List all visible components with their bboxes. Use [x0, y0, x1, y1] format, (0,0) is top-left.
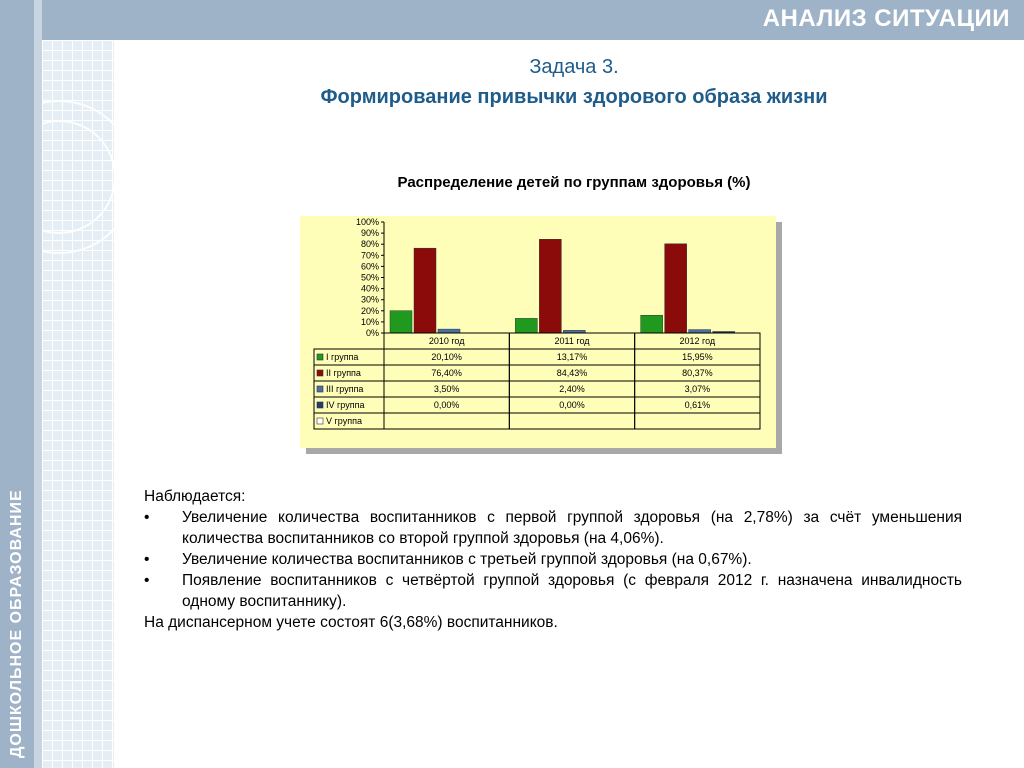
- legend-label: I группа: [326, 352, 359, 362]
- observations-list: [144, 507, 962, 612]
- y-tick-label: 90%: [360, 228, 379, 239]
- x-category-label: 2012 год: [679, 336, 716, 346]
- y-tick-label: 70%: [360, 250, 379, 261]
- y-tick-label: 0%: [365, 328, 379, 338]
- list-item: [144, 549, 962, 570]
- data-label: 76,40%: [431, 368, 462, 378]
- data-label: 3,07%: [684, 384, 711, 394]
- task-label: Задача 3.: [529, 56, 619, 78]
- data-label: 3,50%: [433, 384, 460, 394]
- y-tick-label: 40%: [360, 283, 379, 294]
- bar: [641, 315, 663, 333]
- chart-svg: [300, 216, 776, 448]
- bar: [689, 330, 711, 333]
- decorative-grid-panel: [42, 40, 114, 768]
- bar: [665, 244, 687, 333]
- left-band: [0, 0, 34, 768]
- chart-container: [300, 216, 776, 448]
- legend-swatch: [317, 402, 323, 408]
- data-label: 0,61%: [684, 400, 711, 410]
- y-tick-label: 80%: [360, 239, 379, 250]
- y-tick-label: 30%: [360, 294, 379, 305]
- data-label: 0,00%: [559, 400, 585, 410]
- legend-swatch: [317, 354, 323, 360]
- legend-label: V группа: [326, 416, 362, 426]
- legend-swatch: [317, 370, 323, 376]
- y-tick-label: 20%: [360, 305, 379, 316]
- y-tick-label: 50%: [360, 272, 379, 283]
- page-title: Формирование привычки здорового образа жизни: [320, 86, 828, 108]
- data-label: 15,95%: [682, 352, 713, 362]
- legend-swatch: [317, 386, 323, 392]
- bar: [438, 329, 460, 333]
- bar: [414, 248, 436, 333]
- data-label: 2,40%: [559, 384, 585, 394]
- list-item-text: Увеличение количества воспитанников с третьей группой здоровья (на 0,67%).: [182, 551, 752, 568]
- header-bar: [42, 0, 1024, 40]
- data-label: 84,43%: [556, 368, 588, 378]
- chart-title: Распределение детей по группам здоровья (%): [397, 174, 751, 191]
- list-item: [144, 507, 962, 549]
- data-label: 80,37%: [682, 368, 713, 378]
- bullet: •: [144, 572, 150, 589]
- data-label: 13,17%: [556, 352, 588, 362]
- legend-label: III группа: [326, 384, 364, 394]
- header-title: АНАЛИЗ СИТУАЦИИ: [762, 5, 1010, 32]
- table-cell: [635, 413, 760, 429]
- data-label: 20,10%: [431, 352, 462, 362]
- x-category-label: 2010 год: [428, 336, 465, 346]
- observations: [144, 486, 962, 633]
- bullet: •: [144, 509, 150, 526]
- table-cell: [509, 413, 634, 429]
- list-item-text: Появление воспитанников с четвёртой группой здоровья (с февраля 2012 г. назначена инвалидность одному воспитаннику).: [182, 572, 962, 610]
- bar: [515, 318, 537, 333]
- observations-intro: Наблюдается:: [144, 488, 246, 505]
- bar: [539, 239, 561, 333]
- y-tick-label: 10%: [360, 316, 379, 327]
- list-item: [144, 570, 962, 612]
- sidebar-label: ДОШКОЛЬНОЕ ОБРАЗОВАНИЕ: [8, 489, 25, 758]
- observations-footer: На диспансерном учете состоят 6(3,68%) воспитанников.: [144, 614, 558, 631]
- y-tick-label: 100%: [355, 217, 379, 227]
- bullet: •: [144, 551, 150, 568]
- y-tick-label: 60%: [360, 261, 379, 272]
- x-category-label: 2011 год: [554, 336, 590, 346]
- left-band-stripe: [34, 0, 42, 768]
- bar: [390, 311, 412, 333]
- table-cell: [384, 413, 509, 429]
- list-item-text: Увеличение количества воспитанников с первой группой здоровья (на 2,78%) за счёт уменьшения количества воспитанников со второй группой здоровья (на 4,06%).: [182, 509, 962, 547]
- data-label: 0,00%: [433, 400, 460, 410]
- legend-swatch: [317, 418, 323, 424]
- legend-label: IV группа: [326, 400, 365, 410]
- legend-label: II группа: [326, 368, 361, 378]
